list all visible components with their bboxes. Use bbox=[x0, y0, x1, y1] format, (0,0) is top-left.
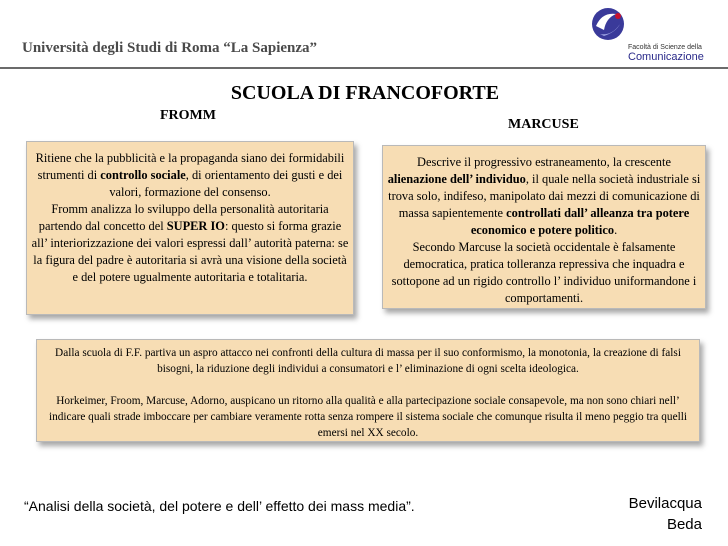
university-name: Università degli Studi di Roma “La Sapienza” bbox=[22, 40, 318, 56]
faculty-logo bbox=[590, 6, 720, 64]
marcuse-heading: MARCUSE bbox=[508, 117, 579, 132]
summary-box bbox=[36, 339, 700, 442]
fromm-p1-text-a: Ritiene che la pubblicità e la propaganda siano dei formidabili strumenti di bbox=[35, 151, 345, 182]
summary-paragraph-2: Horkeimer, Froom, Marcuse, Adorno, auspicano un ritorno alla qualità e alla partecipazione sociale consapevole, ma non sono chiari nell’ indicare quali strade imboccare per cambiare veramente rotta senza rompere il sistema sociale che comunque risulta il meno peggio tra quelli emersi nel XX secolo. bbox=[48, 395, 687, 439]
fromm-p2-text-c: : questo si forma grazie all’ interiorizzazione dei valori espressi dall’ autorità paterna: se la figura del padre è autoritaria si avrà una visione della società e del potere ugualmente autoritaria e totalitaria. bbox=[31, 219, 349, 284]
fromm-p2-bold: SUPER IO bbox=[166, 219, 225, 233]
logo-comunicazione-text: Comunicazione bbox=[628, 51, 704, 63]
fromm-paragraph-1 bbox=[31, 150, 349, 201]
marcuse-p1-bold-1: alienazione dell’ individuo bbox=[387, 172, 526, 186]
marcuse-p1-text-a: Descrive il progressivo estraneamento, la crescente bbox=[417, 155, 671, 169]
slide-title: SCUOLA DI FRANCOFORTE bbox=[230, 82, 500, 104]
marcuse-box bbox=[382, 145, 706, 309]
author-surname: Bevilacqua bbox=[628, 495, 702, 512]
summary-paragraph-1: Dalla scuola di F.F. partiva un aspro attacco nei confronti della cultura di massa per il suo conformismo, la monotonia, la creazione di falsi bisogni, la riduzione degli individui a consumatori e l’ eliminazione di ogni scelta ideologica. bbox=[55, 347, 681, 375]
faculty-logo-icon bbox=[590, 6, 626, 42]
fromm-p2-text-a: Fromm analizza lo sviluppo della personalità autoritaria partendo dal concetto del bbox=[38, 202, 329, 233]
marcuse-p1-text-e: . bbox=[614, 223, 618, 237]
marcuse-paragraph-2: Secondo Marcuse la società occidentale è falsamente democratica, pratica tolleranza repressiva che inquadra e sottopone ad un rigido controllo l’ individuo uniformandone i comportamenti. bbox=[391, 240, 697, 305]
logo-faculty-text: Facoltà di Scienze della bbox=[628, 44, 702, 51]
fromm-p1-bold: controllo sociale bbox=[100, 168, 186, 182]
marcuse-p1-bold-2: controllati dall’ alleanza tra potere economico e potere politico bbox=[470, 206, 690, 237]
footer-quote: “Analisi della società, del potere e dell’ effetto dei mass media”. bbox=[24, 498, 415, 514]
fromm-p1-text-c: , di orientamento dei gusti e dei valori, formazione del consenso. bbox=[109, 168, 343, 199]
marcuse-paragraph-1 bbox=[387, 154, 701, 239]
header-divider bbox=[0, 67, 728, 69]
fromm-heading: FROMM bbox=[160, 108, 216, 123]
marcuse-p1-text-c: , il quale nella società industriale si trova solo, indifeso, manipolato dai mezzi di comunicazione di massa sapientemente bbox=[388, 172, 701, 220]
fromm-box bbox=[26, 141, 354, 315]
fromm-paragraph-2 bbox=[31, 201, 349, 286]
author-name bbox=[629, 493, 702, 535]
author-firstname: Beda bbox=[666, 516, 702, 533]
